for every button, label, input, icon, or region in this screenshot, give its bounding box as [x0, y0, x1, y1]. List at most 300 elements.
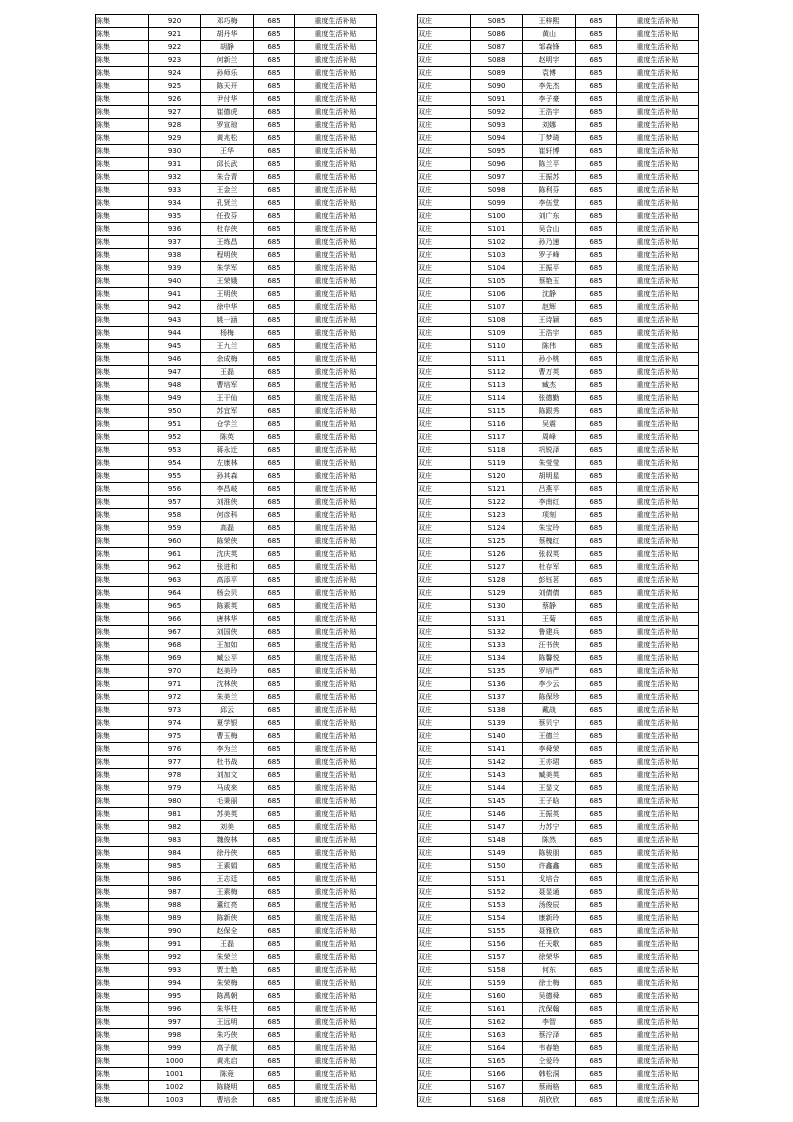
name-cell: 彭钰茗 [523, 574, 576, 587]
town-cell: 陈集 [96, 1016, 149, 1029]
town-cell: 陈集 [96, 80, 149, 93]
table-row [96, 444, 377, 457]
name-cell: 王素娟 [201, 860, 254, 873]
name-cell: 唐林华 [201, 613, 254, 626]
town-cell: 陈集 [96, 1068, 149, 1081]
serial-number-cell: 945 [149, 340, 201, 353]
town-cell: 陈集 [96, 223, 149, 236]
name-cell: 胡欣欣 [523, 1094, 576, 1107]
name-cell: 沈保翰 [523, 1003, 576, 1016]
amount-cell: 685 [254, 106, 295, 119]
name-cell: 周峰 [523, 431, 576, 444]
town-cell: 双庄 [418, 1016, 471, 1029]
amount-cell: 685 [576, 80, 617, 93]
amount-cell: 685 [254, 847, 295, 860]
amount-cell: 685 [254, 379, 295, 392]
subsidy-type-cell: 重度生活补贴 [295, 1068, 377, 1081]
subsidy-type-cell: 重度生活补贴 [295, 210, 377, 223]
name-cell: 王干仙 [201, 392, 254, 405]
subsidy-type-cell: 重度生活补贴 [617, 730, 699, 743]
name-cell: 胡静 [201, 41, 254, 54]
table-row [418, 41, 699, 54]
table-row [418, 925, 699, 938]
subsidy-type-cell: 重度生活补贴 [617, 54, 699, 67]
subsidy-type-cell: 重度生活补贴 [617, 652, 699, 665]
town-cell: 陈集 [96, 1029, 149, 1042]
amount-cell: 685 [254, 808, 295, 821]
name-cell: 王振英 [523, 808, 576, 821]
table-row [418, 314, 699, 327]
name-cell: 王磊 [201, 938, 254, 951]
table-row [418, 561, 699, 574]
name-cell: 李子豪 [523, 93, 576, 106]
amount-cell: 685 [576, 678, 617, 691]
table-row [96, 236, 377, 249]
subsidy-type-cell: 重度生活补贴 [617, 912, 699, 925]
name-cell: 杨梅 [201, 327, 254, 340]
serial-number-cell: 926 [149, 93, 201, 106]
name-cell: 孙乃速 [523, 236, 576, 249]
table-row [418, 418, 699, 431]
subsidy-type-cell: 重度生活补贴 [295, 795, 377, 808]
name-cell: 朱华柱 [201, 1003, 254, 1016]
table-row [418, 80, 699, 93]
subsidy-type-cell: 重度生活补贴 [617, 223, 699, 236]
table-row [418, 912, 699, 925]
name-cell: 高磊 [201, 522, 254, 535]
table-row [418, 366, 699, 379]
serial-number-cell: 951 [149, 418, 201, 431]
serial-number-cell: 943 [149, 314, 201, 327]
name-cell: 罗宣琼 [201, 119, 254, 132]
name-cell: 陈竟 [201, 1068, 254, 1081]
serial-number-cell: S097 [471, 171, 523, 184]
name-cell: 张进和 [201, 561, 254, 574]
table-row [96, 210, 377, 223]
subsidy-type-cell: 重度生活补贴 [295, 236, 377, 249]
subsidy-type-cell: 重度生活补贴 [295, 275, 377, 288]
subsidy-type-cell: 重度生活补贴 [617, 340, 699, 353]
name-cell: 陈骏朋 [523, 847, 576, 860]
serial-number-cell: S120 [471, 470, 523, 483]
serial-number-cell: 1001 [149, 1068, 201, 1081]
town-cell: 双庄 [418, 743, 471, 756]
table-row [418, 15, 699, 28]
amount-cell: 685 [254, 990, 295, 1003]
subsidy-type-cell: 重度生活补贴 [617, 977, 699, 990]
amount-cell: 685 [254, 15, 295, 28]
subsidy-type-cell: 重度生活补贴 [617, 1081, 699, 1094]
amount-cell: 685 [576, 210, 617, 223]
subsidy-type-cell: 重度生活补贴 [295, 106, 377, 119]
table-row [418, 1003, 699, 1016]
subsidy-type-cell: 重度生活补贴 [617, 1016, 699, 1029]
amount-cell: 685 [254, 873, 295, 886]
table-row [96, 834, 377, 847]
subsidy-type-cell: 重度生活补贴 [617, 691, 699, 704]
town-cell: 陈集 [96, 574, 149, 587]
table-row [96, 847, 377, 860]
amount-cell: 685 [576, 873, 617, 886]
table-row [418, 54, 699, 67]
serial-number-cell: 954 [149, 457, 201, 470]
serial-number-cell: S099 [471, 197, 523, 210]
amount-cell: 685 [254, 821, 295, 834]
amount-cell: 685 [254, 639, 295, 652]
serial-number-cell: 970 [149, 665, 201, 678]
table-row [418, 444, 699, 457]
amount-cell: 685 [254, 496, 295, 509]
subsidy-type-cell: 重度生活补贴 [295, 834, 377, 847]
serial-number-cell: S133 [471, 639, 523, 652]
amount-cell: 685 [576, 665, 617, 678]
town-cell: 双庄 [418, 990, 471, 1003]
subsidy-type-cell: 重度生活补贴 [295, 561, 377, 574]
town-cell: 双庄 [418, 951, 471, 964]
serial-number-cell: S088 [471, 54, 523, 67]
table-row [96, 457, 377, 470]
subsidy-type-cell: 重度生活补贴 [617, 1029, 699, 1042]
serial-number-cell: S168 [471, 1094, 523, 1107]
subsidy-type-cell: 重度生活补贴 [295, 600, 377, 613]
name-cell: 鲁建兵 [523, 626, 576, 639]
table-row [96, 821, 377, 834]
amount-cell: 685 [254, 340, 295, 353]
serial-number-cell: 979 [149, 782, 201, 795]
name-cell: 李舜荣 [523, 743, 576, 756]
table-row [418, 1094, 699, 1107]
subsidy-type-cell: 重度生活补贴 [295, 925, 377, 938]
amount-cell: 685 [254, 145, 295, 158]
subsidy-type-cell: 重度生活补贴 [617, 379, 699, 392]
table-row [418, 626, 699, 639]
town-cell: 陈集 [96, 964, 149, 977]
amount-cell: 685 [254, 1055, 295, 1068]
amount-cell: 685 [254, 1094, 295, 1107]
amount-cell: 685 [254, 548, 295, 561]
name-cell: 余成梅 [201, 353, 254, 366]
serial-number-cell: S123 [471, 509, 523, 522]
table-row [418, 1042, 699, 1055]
amount-cell: 685 [254, 262, 295, 275]
subsidy-type-cell: 重度生活补贴 [617, 431, 699, 444]
town-cell: 陈集 [96, 860, 149, 873]
amount-cell: 685 [254, 197, 295, 210]
table-row [418, 106, 699, 119]
town-cell: 陈集 [96, 288, 149, 301]
amount-cell: 685 [576, 1094, 617, 1107]
name-cell: 陈晓明 [201, 1081, 254, 1094]
subsidy-type-cell: 重度生活补贴 [617, 67, 699, 80]
subsidy-type-cell: 重度生活补贴 [617, 366, 699, 379]
town-cell: 双庄 [418, 535, 471, 548]
town-cell: 双庄 [418, 41, 471, 54]
serial-number-cell: S111 [471, 353, 523, 366]
serial-number-cell: 985 [149, 860, 201, 873]
subsidy-type-cell: 重度生活补贴 [295, 678, 377, 691]
serial-number-cell: 953 [149, 444, 201, 457]
serial-number-cell: 967 [149, 626, 201, 639]
name-cell: 王浩宇 [523, 106, 576, 119]
subsidy-type-cell: 重度生活补贴 [295, 54, 377, 67]
town-cell: 双庄 [418, 873, 471, 886]
town-cell: 陈集 [96, 106, 149, 119]
amount-cell: 685 [254, 405, 295, 418]
amount-cell: 685 [254, 93, 295, 106]
table-row [418, 210, 699, 223]
town-cell: 双庄 [418, 80, 471, 93]
serial-number-cell: 971 [149, 678, 201, 691]
amount-cell: 685 [254, 119, 295, 132]
serial-number-cell: S140 [471, 730, 523, 743]
serial-number-cell: 966 [149, 613, 201, 626]
town-cell: 陈集 [96, 197, 149, 210]
serial-number-cell: S090 [471, 80, 523, 93]
amount-cell: 685 [576, 223, 617, 236]
subsidy-type-cell: 重度生活补贴 [295, 782, 377, 795]
town-cell: 陈集 [96, 561, 149, 574]
amount-cell: 685 [576, 1029, 617, 1042]
name-cell: 丁梦琦 [523, 132, 576, 145]
town-cell: 双庄 [418, 587, 471, 600]
amount-cell: 685 [576, 704, 617, 717]
name-cell: 尹付华 [201, 93, 254, 106]
amount-cell: 685 [576, 769, 617, 782]
name-cell: 任孜芬 [201, 210, 254, 223]
table-row [418, 730, 699, 743]
town-cell: 双庄 [418, 236, 471, 249]
serial-number-cell: S118 [471, 444, 523, 457]
town-cell: 双庄 [418, 925, 471, 938]
town-cell: 双庄 [418, 145, 471, 158]
amount-cell: 685 [576, 1042, 617, 1055]
serial-number-cell: 955 [149, 470, 201, 483]
table-row [96, 262, 377, 275]
serial-number-cell: S138 [471, 704, 523, 717]
subsidy-type-cell: 重度生活补贴 [295, 1042, 377, 1055]
serial-number-cell: 947 [149, 366, 201, 379]
table-row [418, 574, 699, 587]
name-cell: 刘美 [201, 821, 254, 834]
table-row [96, 977, 377, 990]
subsidy-type-cell: 重度生活补贴 [295, 1081, 377, 1094]
amount-cell: 685 [576, 197, 617, 210]
town-cell: 陈集 [96, 886, 149, 899]
amount-cell: 685 [254, 249, 295, 262]
amount-cell: 685 [576, 184, 617, 197]
serial-number-cell: S117 [471, 431, 523, 444]
subsidy-type-cell: 重度生活补贴 [295, 431, 377, 444]
table-row [418, 1029, 699, 1042]
town-cell: 双庄 [418, 392, 471, 405]
subsidy-type-cell: 重度生活补贴 [295, 379, 377, 392]
table-row [96, 470, 377, 483]
table-row [418, 652, 699, 665]
amount-cell: 685 [576, 834, 617, 847]
table-row [418, 613, 699, 626]
town-cell: 陈集 [96, 600, 149, 613]
table-row [96, 535, 377, 548]
serial-number-cell: 976 [149, 743, 201, 756]
name-cell: 沈林侠 [201, 678, 254, 691]
subsidy-type-cell: 重度生活补贴 [295, 171, 377, 184]
table-row [96, 223, 377, 236]
amount-cell: 685 [576, 951, 617, 964]
subsidy-type-cell: 重度生活补贴 [295, 1055, 377, 1068]
town-cell: 双庄 [418, 1042, 471, 1055]
serial-number-cell: S151 [471, 873, 523, 886]
town-cell: 双庄 [418, 431, 471, 444]
serial-number-cell: 923 [149, 54, 201, 67]
subsidy-type-cell: 重度生活补贴 [617, 327, 699, 340]
amount-cell: 685 [576, 28, 617, 41]
name-cell: 汤俊辰 [523, 899, 576, 912]
amount-cell: 685 [254, 444, 295, 457]
amount-cell: 685 [576, 548, 617, 561]
town-cell: 双庄 [418, 249, 471, 262]
name-cell: 王德兰 [523, 730, 576, 743]
table-row [418, 496, 699, 509]
serial-number-cell: S131 [471, 613, 523, 626]
subsidy-type-cell: 重度生活补贴 [617, 470, 699, 483]
subsidy-type-cell: 重度生活补贴 [295, 262, 377, 275]
town-cell: 双庄 [418, 223, 471, 236]
name-cell: 陈荣侠 [201, 535, 254, 548]
table-row [96, 912, 377, 925]
name-cell: 马成来 [201, 782, 254, 795]
amount-cell: 685 [254, 561, 295, 574]
amount-cell: 685 [254, 483, 295, 496]
town-cell: 陈集 [96, 184, 149, 197]
serial-number-cell: S087 [471, 41, 523, 54]
serial-number-cell: S108 [471, 314, 523, 327]
amount-cell: 685 [576, 275, 617, 288]
name-cell: 朱合青 [201, 171, 254, 184]
subsidy-type-cell: 重度生活补贴 [617, 262, 699, 275]
amount-cell: 685 [576, 1068, 617, 1081]
town-cell: 陈集 [96, 821, 149, 834]
name-cell: 高子航 [201, 1042, 254, 1055]
serial-number-cell: 984 [149, 847, 201, 860]
subsidy-type-cell: 重度生活补贴 [295, 626, 377, 639]
subsidy-type-cell: 重度生活补贴 [295, 132, 377, 145]
town-cell: 双庄 [418, 834, 471, 847]
name-cell: 王诗颖 [523, 314, 576, 327]
name-cell: 邱长武 [201, 158, 254, 171]
subsidy-type-cell: 重度生活补贴 [617, 457, 699, 470]
town-cell: 双庄 [418, 782, 471, 795]
name-cell: 朱荣兰 [201, 951, 254, 964]
table-row [96, 288, 377, 301]
name-cell: 杜存侠 [201, 223, 254, 236]
serial-number-cell: 996 [149, 1003, 201, 1016]
subsidy-type-cell: 重度生活补贴 [295, 652, 377, 665]
amount-cell: 685 [254, 912, 295, 925]
serial-number-cell: S143 [471, 769, 523, 782]
subsidy-type-cell: 重度生活补贴 [617, 717, 699, 730]
table-row [418, 886, 699, 899]
subsidy-type-cell: 重度生活补贴 [295, 1029, 377, 1042]
table-row [418, 639, 699, 652]
subsidy-type-cell: 重度生活补贴 [617, 236, 699, 249]
serial-number-cell: 988 [149, 899, 201, 912]
subsidy-type-cell: 重度生活补贴 [295, 1016, 377, 1029]
serial-number-cell: 938 [149, 249, 201, 262]
table-row [96, 938, 377, 951]
town-cell: 双庄 [418, 132, 471, 145]
amount-cell: 685 [576, 249, 617, 262]
serial-number-cell: S095 [471, 145, 523, 158]
name-cell: 李智 [523, 1016, 576, 1029]
serial-number-cell: S109 [471, 327, 523, 340]
town-cell: 陈集 [96, 548, 149, 561]
serial-number-cell: S158 [471, 964, 523, 977]
amount-cell: 685 [254, 275, 295, 288]
subsidy-type-cell: 重度生活补贴 [617, 80, 699, 93]
serial-number-cell: S130 [471, 600, 523, 613]
table-row [96, 639, 377, 652]
name-cell: 贾士艳 [201, 964, 254, 977]
name-cell: 陈禹朝 [201, 990, 254, 1003]
name-cell: 刘广东 [523, 210, 576, 223]
subsidy-type-cell: 重度生活补贴 [295, 119, 377, 132]
subsidy-type-cell: 重度生活补贴 [295, 249, 377, 262]
subsidy-type-cell: 重度生活补贴 [617, 990, 699, 1003]
town-cell: 双庄 [418, 756, 471, 769]
serial-number-cell: 935 [149, 210, 201, 223]
town-cell: 陈集 [96, 639, 149, 652]
serial-number-cell: 958 [149, 509, 201, 522]
table-row [96, 1055, 377, 1068]
amount-cell: 685 [254, 730, 295, 743]
table-row [418, 483, 699, 496]
name-cell: 王振苏 [523, 171, 576, 184]
name-cell: 陈利芬 [523, 184, 576, 197]
amount-cell: 685 [254, 327, 295, 340]
table-row [96, 509, 377, 522]
table-row [418, 509, 699, 522]
amount-cell: 685 [576, 652, 617, 665]
name-cell: 王亦珺 [523, 756, 576, 769]
table-row [418, 704, 699, 717]
amount-cell: 685 [576, 808, 617, 821]
town-cell: 双庄 [418, 522, 471, 535]
table-row [96, 1081, 377, 1094]
subsidy-type-cell: 重度生活补贴 [295, 366, 377, 379]
amount-cell: 685 [254, 28, 295, 41]
name-cell: 吴德舜 [523, 990, 576, 1003]
table-row [418, 93, 699, 106]
amount-cell: 685 [254, 184, 295, 197]
name-cell: 陈新侠 [201, 912, 254, 925]
town-cell: 陈集 [96, 210, 149, 223]
amount-cell: 685 [254, 1081, 295, 1094]
town-cell: 陈集 [96, 301, 149, 314]
town-cell: 陈集 [96, 925, 149, 938]
amount-cell: 685 [576, 262, 617, 275]
town-cell: 双庄 [418, 327, 471, 340]
name-cell: 李少云 [523, 678, 576, 691]
table-row [96, 678, 377, 691]
subsidy-type-cell: 重度生活补贴 [617, 119, 699, 132]
name-cell: 苏美英 [201, 808, 254, 821]
amount-cell: 685 [576, 366, 617, 379]
subsidy-type-cell: 重度生活补贴 [617, 808, 699, 821]
subsidy-type-cell: 重度生活补贴 [295, 522, 377, 535]
town-cell: 陈集 [96, 28, 149, 41]
table-row [418, 899, 699, 912]
serial-number-cell: 977 [149, 756, 201, 769]
